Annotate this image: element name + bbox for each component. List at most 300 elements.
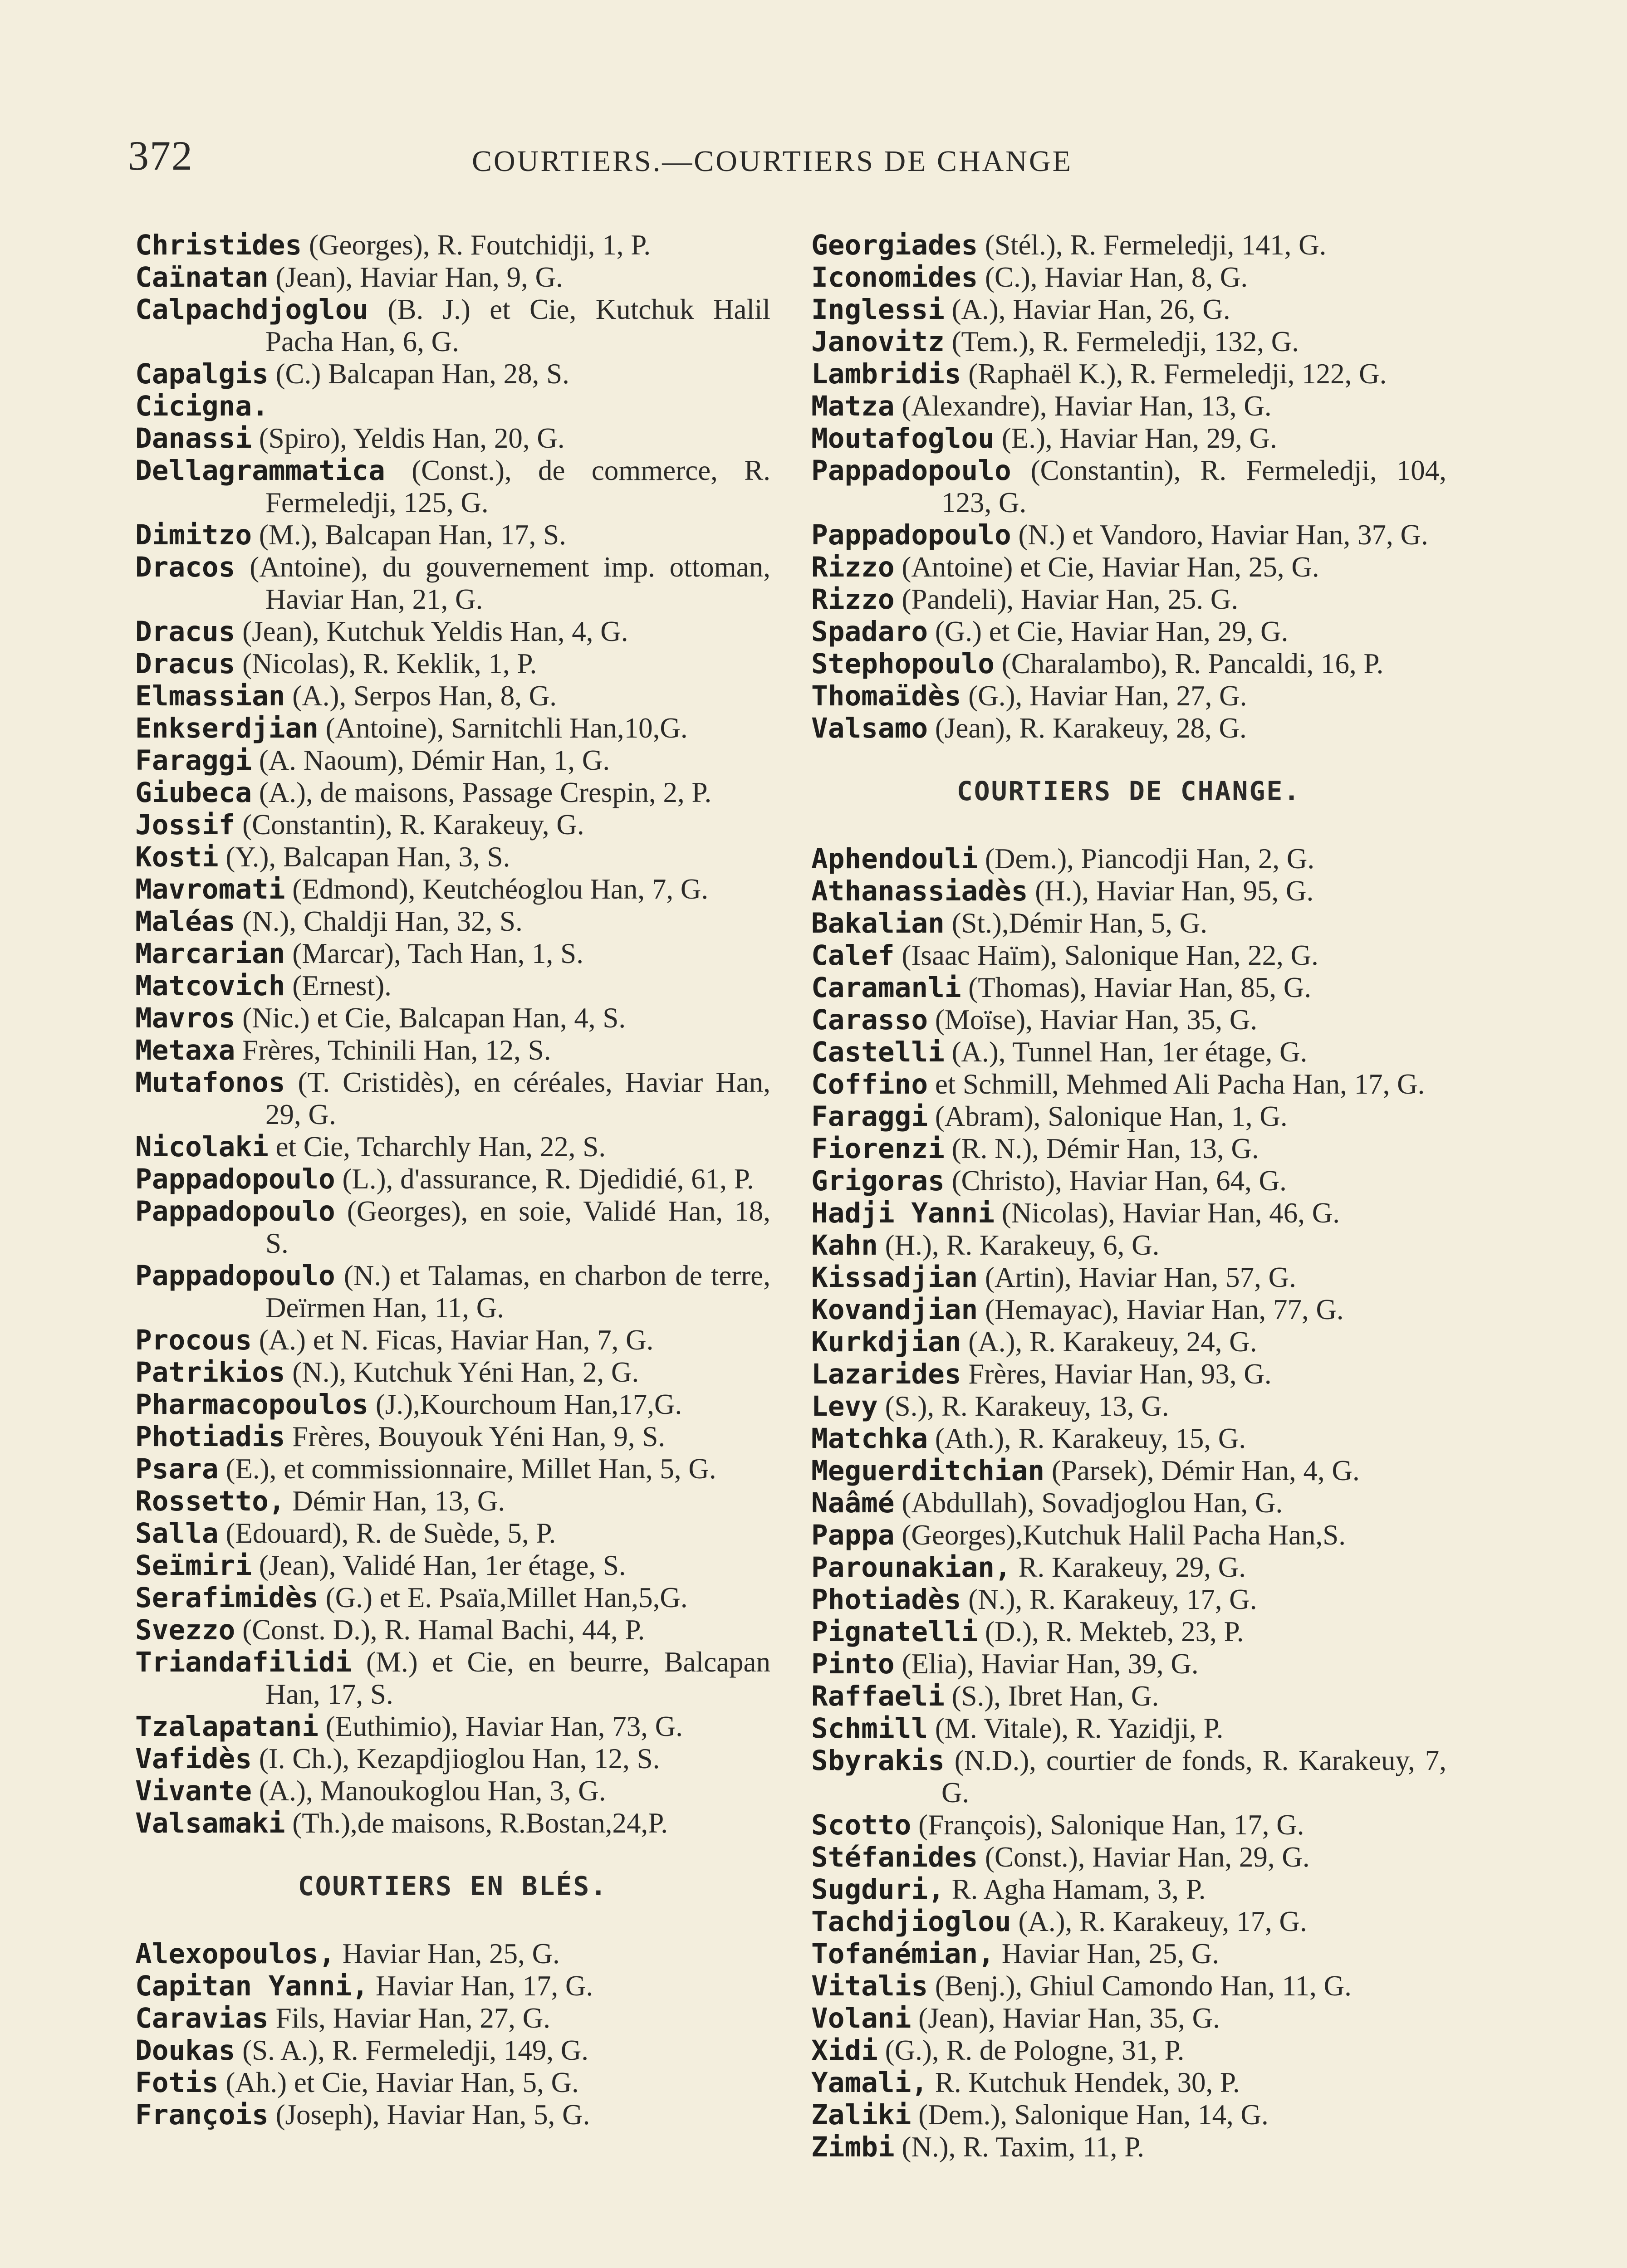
entry-name: Calpachdjoglou — [135, 293, 369, 326]
entry-details: (Y.), Balcapan Han, 3, S. — [225, 841, 510, 873]
directory-entry — [135, 1517, 770, 1549]
directory-entry — [811, 1712, 1446, 1745]
entry-name: Faraggi — [811, 1100, 928, 1133]
entry-name: Giubeca — [135, 777, 252, 809]
left-section-entries — [135, 1938, 770, 2131]
entry-name: Zaliki — [811, 2099, 912, 2131]
entry-name: Grigoras — [811, 1165, 945, 1197]
directory-entry — [811, 1165, 1446, 1197]
entry-name: Thomaïdès — [811, 680, 961, 712]
entry-details: Fils, Haviar Han, 27, G. — [275, 2002, 550, 2034]
directory-entry — [811, 293, 1446, 326]
entry-details: (Moïse), Haviar Han, 35, G. — [935, 1004, 1258, 1036]
entry-details: (N.), R. Taxim, 11, P. — [902, 2131, 1144, 2163]
entry-name: Stephopoulo — [811, 648, 995, 680]
entry-name: Vafidès — [135, 1743, 252, 1775]
entry-details: (Jean), Haviar Han, 9, G. — [275, 261, 563, 293]
directory-entry — [135, 873, 770, 905]
directory-entry — [811, 1873, 1446, 1906]
entry-details: Frères, Bouyouk Yéni Han, 9, S. — [292, 1421, 666, 1452]
entry-details: (G.), Haviar Han, 27, G. — [968, 680, 1247, 712]
directory-entry — [135, 744, 770, 777]
directory-entry — [135, 1066, 770, 1131]
entry-details: (C.), Haviar Han, 8, G. — [985, 261, 1248, 293]
directory-entry — [135, 1260, 770, 1324]
entry-details: (M.), Balcapan Han, 17, S. — [259, 519, 566, 551]
directory-entry — [135, 2034, 770, 2067]
entry-details: (M.) et Cie, en beurre, Balcapan Han, 17, S. — [265, 1646, 770, 1710]
entry-details: (Jean), Haviar Han, 35, G. — [918, 2002, 1220, 2034]
directory-entry — [135, 1646, 770, 1711]
directory-entry — [135, 390, 770, 422]
entry-name: Procous — [135, 1324, 252, 1356]
entry-name: Bakalian — [811, 907, 945, 939]
directory-entry — [811, 1422, 1446, 1455]
directory-entry — [811, 1100, 1446, 1133]
entry-name: Capalgis — [135, 358, 269, 390]
entry-name: Maléas — [135, 905, 235, 938]
directory-entry — [811, 583, 1446, 616]
entry-details: (G.) et E. Psaïa,Millet Han,5,G. — [325, 1582, 688, 1613]
directory-entry — [135, 358, 770, 390]
entry-details: (S.), Ibret Han, G. — [951, 1680, 1159, 1712]
entry-details: (Dem.), Piancodji Han, 2, G. — [985, 843, 1315, 875]
directory-entry — [811, 1133, 1446, 1165]
entry-name: Spadaro — [811, 616, 928, 648]
entry-name: Metaxa — [135, 1034, 235, 1066]
entry-details: (Spiro), Yeldis Han, 20, G. — [259, 422, 565, 454]
directory-entry — [811, 1519, 1446, 1551]
directory-entry — [135, 1614, 770, 1646]
entry-name: Caravias — [135, 2002, 269, 2034]
entry-name: Naâmé — [811, 1487, 895, 1519]
entry-details: (S. A.), R. Fermeledji, 149, G. — [242, 2034, 589, 2066]
directory-entry — [811, 1809, 1446, 1841]
entry-name: Rizzo — [811, 583, 895, 616]
directory-entry — [811, 229, 1446, 261]
entry-name: Yamali, — [811, 2067, 928, 2099]
section-title-courtiers-de-change: COURTIERS DE CHANGE. — [956, 776, 1301, 807]
entry-name: Nicolaki — [135, 1131, 269, 1163]
entry-name: Capitan Yanni, — [135, 1970, 369, 2002]
entry-name: Cicigna. — [135, 390, 269, 422]
entry-details: (Tem.), R. Fermeledji, 132, G. — [951, 326, 1299, 357]
directory-entry — [135, 648, 770, 680]
entry-name: Salla — [135, 1517, 219, 1549]
directory-entry — [135, 2099, 770, 2131]
entry-details: (N.) et Vandoro, Haviar Han, 37, G. — [1018, 519, 1428, 551]
entry-details: (N.D.), courtier de fonds, R. Karakeuy, 7, G. — [941, 1745, 1446, 1809]
entry-details: Démir Han, 13, G. — [292, 1485, 505, 1517]
directory-entry — [135, 519, 770, 551]
directory-entry — [135, 1970, 770, 2002]
entry-details: (N.) et Talamas, en charbon de terre, Deïrmen Han, 11, G. — [265, 1260, 771, 1324]
entry-details: (A.), R. Karakeuy, 17, G. — [1018, 1906, 1307, 1937]
entry-name: Zimbi — [811, 2131, 895, 2163]
directory-entry — [811, 907, 1446, 939]
entry-name: Psara — [135, 1453, 219, 1485]
entry-name: Stéfanides — [811, 1841, 978, 1873]
directory-entry — [811, 1294, 1446, 1326]
entry-name: Vivante — [135, 1775, 252, 1807]
entry-details: (C.) Balcapan Han, 28, S. — [275, 358, 569, 390]
entry-name: Mavromati — [135, 873, 285, 905]
directory-entry — [811, 358, 1446, 390]
entry-name: Pinto — [811, 1648, 895, 1680]
entry-name: Tachdjioglou — [811, 1906, 1011, 1938]
directory-entry — [811, 261, 1446, 293]
entry-name: Coffino — [811, 1068, 928, 1100]
entry-name: Pappadopoulo — [135, 1195, 335, 1227]
entry-name: Kurkdjian — [811, 1326, 961, 1358]
directory-entry — [811, 1455, 1446, 1487]
entry-details: (E.), Haviar Han, 29, G. — [1001, 422, 1277, 454]
directory-entry — [811, 2067, 1446, 2099]
directory-entry — [135, 777, 770, 809]
entry-name: Lambridis — [811, 358, 961, 390]
entry-details: Haviar Han, 17, G. — [375, 1970, 593, 2002]
entry-details: (A.), Haviar Han, 26, G. — [951, 293, 1230, 325]
entry-name: Jossif — [135, 809, 235, 841]
entry-name: Georgiades — [811, 229, 978, 261]
directory-entry — [135, 905, 770, 938]
entry-name: Caïnatan — [135, 261, 269, 293]
entry-name: Castelli — [811, 1036, 945, 1068]
directory-entry — [811, 1326, 1446, 1358]
directory-entry — [811, 1841, 1446, 1873]
entry-name: Serafimidès — [135, 1582, 319, 1614]
entry-details: (Antoine), du gouvernement imp. ottoman, Haviar Han, 21, G. — [250, 551, 770, 615]
directory-entry — [135, 1743, 770, 1775]
entry-details: (Thomas), Haviar Han, 85, G. — [968, 972, 1312, 1003]
entry-name: Mavros — [135, 1002, 235, 1034]
entry-details: (Nic.) et Cie, Balcapan Han, 4, S. — [242, 1002, 626, 1034]
entry-details: (Pandeli), Haviar Han, 25. G. — [902, 583, 1239, 615]
entry-name: Dimitzo — [135, 519, 252, 551]
right-entries — [811, 229, 1446, 744]
entry-details: (Stél.), R. Fermeledji, 141, G. — [985, 229, 1327, 261]
entry-details: (Const. D.), R. Hamal Bachi, 44, P. — [242, 1614, 645, 1646]
directory-entry — [811, 1648, 1446, 1680]
directory-entry — [135, 1034, 770, 1066]
entry-name: Fotis — [135, 2067, 219, 2099]
directory-entry — [811, 422, 1446, 455]
entry-name: Danassi — [135, 422, 252, 455]
entry-name: Valsamaki — [135, 1807, 285, 1839]
page-number: 372 — [128, 132, 193, 179]
directory-entry — [811, 519, 1446, 551]
entry-name: Triandafilidi — [135, 1646, 352, 1678]
entry-details: (Charalambo), R. Pancaldi, 16, P. — [1001, 648, 1384, 679]
entry-name: Scotto — [811, 1809, 912, 1841]
entry-details: (Constantin), R. Fermeledji, 104, 123, G. — [941, 455, 1446, 518]
entry-name: Photiadis — [135, 1421, 285, 1453]
entry-name: Meguerditchian — [811, 1455, 1045, 1487]
entry-details: Frères, Haviar Han, 93, G. — [968, 1358, 1272, 1390]
entry-details: (Hemayac), Haviar Han, 77, G. — [985, 1294, 1344, 1325]
entry-name: Faraggi — [135, 744, 252, 777]
entry-details: (Parsek), Démir Han, 4, G. — [1051, 1455, 1360, 1486]
entry-details: (Georges),Kutchuk Halil Pacha Han,S. — [902, 1519, 1346, 1551]
left-entries — [135, 229, 770, 1839]
left-column — [135, 229, 770, 2131]
entry-details: (Christo), Haviar Han, 64, G. — [951, 1165, 1287, 1197]
directory-entry — [811, 551, 1446, 583]
directory-entry — [135, 551, 770, 616]
entry-name: Alexopoulos, — [135, 1938, 335, 1970]
entry-details: (Artin), Haviar Han, 57, G. — [985, 1261, 1296, 1293]
entry-name: Pappadopoulo — [811, 455, 1011, 487]
entry-name: Levy — [811, 1390, 878, 1422]
entry-details: (Ernest). — [292, 970, 392, 1002]
directory-entry — [135, 1163, 770, 1195]
directory-entry — [811, 939, 1446, 972]
directory-entry — [811, 1938, 1446, 1970]
directory-entry — [811, 1036, 1446, 1068]
directory-entry — [135, 1549, 770, 1582]
directory-entry — [135, 1324, 770, 1356]
directory-entry — [135, 261, 770, 293]
directory-entry — [135, 2002, 770, 2034]
entry-details: (Alexandre), Haviar Han, 13, G. — [902, 390, 1272, 422]
entry-details: (G.) et Cie, Haviar Han, 29, G. — [935, 616, 1289, 647]
entry-details: (Const.), Haviar Han, 29, G. — [985, 1841, 1310, 1873]
entry-name: Inglessi — [811, 293, 945, 326]
entry-name: Janovitz — [811, 326, 945, 358]
entry-name: Dracus — [135, 616, 235, 648]
entry-details: (Jean), Validé Han, 1er étage, S. — [259, 1549, 626, 1581]
entry-name: Calef — [811, 939, 895, 972]
directory-entry — [135, 293, 770, 358]
directory-entry — [811, 843, 1446, 875]
entry-details: (N.), R. Karakeuy, 17, G. — [968, 1584, 1257, 1615]
entry-name: Enkserdjian — [135, 712, 319, 744]
entry-details: (I. Ch.), Kezapdjioglou Han, 12, S. — [259, 1743, 660, 1774]
entry-details: (R. N.), Démir Han, 13, G. — [951, 1133, 1259, 1164]
entry-name: Kosti — [135, 841, 219, 873]
entry-details: (Joseph), Haviar Han, 5, G. — [275, 2099, 590, 2131]
entry-name: Athanassiadès — [811, 875, 1028, 907]
directory-entry — [135, 616, 770, 648]
directory-entry — [135, 809, 770, 841]
entry-details: (Constantin), R. Karakeuy, G. — [242, 809, 584, 841]
directory-entry — [135, 938, 770, 970]
entry-details: (T. Cristidès), en céréales, Haviar Han, 29, G. — [265, 1066, 770, 1130]
entry-details: (Georges), en soie, Validé Han, 18, S. — [265, 1195, 770, 1259]
directory-entry — [811, 2131, 1446, 2163]
entry-name: Hadji Yanni — [811, 1197, 995, 1229]
entry-details: (Ath.), R. Karakeuy, 15, G. — [935, 1422, 1246, 1454]
entry-name: Photiadès — [811, 1584, 961, 1616]
entry-details: et Cie, Tcharchly Han, 22, S. — [275, 1131, 606, 1163]
entry-details: (H.), Haviar Han, 95, G. — [1035, 875, 1314, 907]
directory-entry — [811, 1229, 1446, 1261]
entry-name: Doukas — [135, 2034, 235, 2067]
directory-entry — [811, 1745, 1446, 1809]
directory-entry — [135, 2067, 770, 2099]
entry-details: (Dem.), Salonique Han, 14, G. — [918, 2099, 1269, 2131]
entry-details: (L.), d'assurance, R. Djedidié, 61, P. — [342, 1163, 754, 1195]
directory-entry — [811, 1551, 1446, 1584]
directory-entry — [811, 1584, 1446, 1616]
entry-name: Tofanémian, — [811, 1938, 995, 1970]
entry-name: Pignatelli — [811, 1616, 978, 1648]
entry-details: (A.), Manoukoglou Han, 3, G. — [259, 1775, 606, 1807]
entry-details: (Benj.), Ghiul Camondo Han, 11, G. — [935, 1970, 1352, 2002]
entry-name: Carasso — [811, 1004, 928, 1036]
entry-details: (François), Salonique Han, 17, G. — [918, 1809, 1304, 1841]
entry-details: (Edmond), Keutchéoglou Han, 7, G. — [292, 873, 709, 905]
entry-details: R. Kutchuk Hendek, 30, P. — [935, 2067, 1240, 2098]
directory-entry — [811, 875, 1446, 907]
entry-details: (Euthimio), Haviar Han, 73, G. — [325, 1711, 683, 1742]
entry-details: R. Karakeuy, 29, G. — [1018, 1551, 1246, 1583]
entry-name: Kissadjian — [811, 1261, 978, 1294]
entry-details: (Jean), R. Karakeuy, 28, G. — [935, 712, 1247, 744]
entry-name: Dellagrammatica — [135, 455, 385, 487]
entry-name: Elmassian — [135, 680, 285, 712]
entry-name: Patrikios — [135, 1356, 285, 1388]
directory-entry — [811, 1680, 1446, 1712]
directory-entry — [135, 841, 770, 873]
entry-details: (Nicolas), Haviar Han, 46, G. — [1001, 1197, 1340, 1229]
entry-name: Iconomides — [811, 261, 978, 293]
directory-entry — [135, 1485, 770, 1517]
entry-details: (A. Naoum), Démir Han, 1, G. — [259, 744, 610, 776]
entry-details: (S.), R. Karakeuy, 13, G. — [885, 1390, 1169, 1422]
entry-name: Sbyrakis — [811, 1745, 945, 1777]
entry-details: (M. Vitale), R. Yazidji, P. — [935, 1712, 1224, 1744]
entry-name: Pappadopoulo — [135, 1163, 335, 1195]
entry-name: Pharmacopoulos — [135, 1388, 369, 1421]
entry-name: Svezzo — [135, 1614, 235, 1646]
entry-details: (A.), R. Karakeuy, 24, G. — [968, 1326, 1257, 1358]
entry-name: Christides — [135, 229, 302, 261]
section-title-courtiers-en-bles: COURTIERS EN BLÉS. — [298, 1871, 608, 1901]
directory-entry — [135, 970, 770, 1002]
entry-name: Volani — [811, 2002, 912, 2034]
entry-details: (H.), R. Karakeuy, 6, G. — [885, 1229, 1160, 1261]
directory-entry — [135, 1131, 770, 1163]
directory-entry — [135, 1453, 770, 1485]
entry-details: et Schmill, Mehmed Ali Pacha Han, 17, G. — [935, 1068, 1425, 1100]
entry-name: Rossetto, — [135, 1485, 285, 1517]
entry-name: Pappadopoulo — [135, 1260, 335, 1292]
entry-name: Raffaeli — [811, 1680, 945, 1712]
directory-entry — [811, 1261, 1446, 1294]
entry-details: (B. J.) et Cie, Kutchuk Halil Pacha Han, 6, G. — [265, 293, 770, 357]
entry-details: (G.), R. de Pologne, 31, P. — [885, 2034, 1185, 2066]
entry-details: (A.), Tunnel Han, 1er étage, G. — [951, 1036, 1308, 1068]
directory-entry — [811, 1616, 1446, 1648]
entry-details: (Raphaël K.), R. Fermeledji, 122, G. — [968, 358, 1387, 390]
entry-details: (A.) et N. Ficas, Haviar Han, 7, G. — [259, 1324, 654, 1356]
right-section-entries — [811, 843, 1446, 2163]
entry-name: Matcovich — [135, 970, 285, 1002]
entry-name: Xidi — [811, 2034, 878, 2067]
entry-name: Dracos — [135, 551, 235, 583]
directory-entry — [135, 1195, 770, 1260]
entry-details: (Antoine) et Cie, Haviar Han, 25, G. — [902, 551, 1319, 583]
entry-details: (Const.), de commerce, R. Fermeledji, 125, G. — [265, 455, 770, 518]
entry-name: Vitalis — [811, 1970, 928, 2002]
directory-entry — [135, 1775, 770, 1807]
directory-entry — [811, 1390, 1446, 1422]
entry-details: (St.),Démir Han, 5, G. — [951, 907, 1207, 939]
directory-entry — [811, 680, 1446, 712]
entry-details: R. Agha Hamam, 3, P. — [951, 1873, 1206, 1905]
directory-entry — [135, 1356, 770, 1388]
directory-entry — [135, 680, 770, 712]
directory-entry — [811, 390, 1446, 422]
directory-entry — [135, 1711, 770, 1743]
entry-details: (Edouard), R. de Suède, 5, P. — [225, 1517, 556, 1549]
entry-details: (Abram), Salonique Han, 1, G. — [935, 1100, 1288, 1132]
directory-entry — [811, 2099, 1446, 2131]
directory-entry — [135, 1582, 770, 1614]
directory-entry — [135, 229, 770, 261]
directory-entry — [811, 648, 1446, 680]
entry-details: (A.), Serpos Han, 8, G. — [292, 680, 557, 712]
directory-entry — [811, 972, 1446, 1004]
entry-name: Schmill — [811, 1712, 928, 1745]
entry-name: Seïmiri — [135, 1549, 252, 1582]
entry-details: (J.),Kourchoum Han,17,G. — [375, 1388, 682, 1420]
right-column — [811, 229, 1446, 2163]
directory-entry — [811, 1197, 1446, 1229]
directory-entry — [811, 1004, 1446, 1036]
entry-details: (Antoine), Sarnitchli Han,10,G. — [325, 712, 688, 744]
entry-name: Pappa — [811, 1519, 895, 1551]
entry-details: Haviar Han, 25, G. — [1001, 1938, 1220, 1970]
directory-entry — [135, 1807, 770, 1839]
entry-details: (Jean), Kutchuk Yeldis Han, 4, G. — [242, 616, 628, 647]
entry-details: (N.), Chaldji Han, 32, S. — [242, 905, 523, 937]
entry-details: Frères, Tchinili Han, 12, S. — [242, 1034, 551, 1066]
directory-entry — [811, 1970, 1446, 2002]
entry-details: (Th.),de maisons, R.Bostan,24,P. — [292, 1807, 668, 1839]
entry-name: Sugduri, — [811, 1873, 945, 1906]
entry-details: (D.), R. Mekteb, 23, P. — [985, 1616, 1244, 1647]
directory-entry — [811, 1487, 1446, 1519]
directory-entry — [135, 1388, 770, 1421]
directory-entry — [811, 326, 1446, 358]
directory-entry — [811, 1906, 1446, 1938]
entry-name: Pappadopoulo — [811, 519, 1011, 551]
entry-name: Marcarian — [135, 938, 285, 970]
directory-entry — [135, 422, 770, 455]
directory-entry — [135, 1002, 770, 1034]
directory-entry — [135, 1938, 770, 1970]
entry-details: (Ah.) et Cie, Haviar Han, 5, G. — [225, 2067, 579, 2098]
entry-details: (N.), Kutchuk Yéni Han, 2, G. — [292, 1356, 639, 1388]
entry-details: (A.), de maisons, Passage Crespin, 2, P. — [259, 777, 712, 808]
entry-details: (E.), et commissionnaire, Millet Han, 5, G. — [225, 1453, 716, 1485]
entry-details: (Isaac Haïm), Salonique Han, 22, G. — [902, 939, 1318, 971]
entry-name: Valsamo — [811, 712, 928, 744]
entry-name: Lazarides — [811, 1358, 961, 1390]
entry-name: Matchka — [811, 1422, 928, 1455]
directory-entry — [135, 712, 770, 744]
entry-name: Matza — [811, 390, 895, 422]
entry-name: Caramanli — [811, 972, 961, 1004]
entry-details: (Abdullah), Sovadjoglou Han, G. — [902, 1487, 1283, 1519]
entry-details: (Nicolas), R. Keklik, 1, P. — [242, 648, 537, 679]
entry-name: Moutafoglou — [811, 422, 995, 455]
entry-name: Tzalapatani — [135, 1711, 319, 1743]
entry-details: Haviar Han, 25, G. — [342, 1938, 560, 1970]
directory-entry — [811, 455, 1446, 519]
